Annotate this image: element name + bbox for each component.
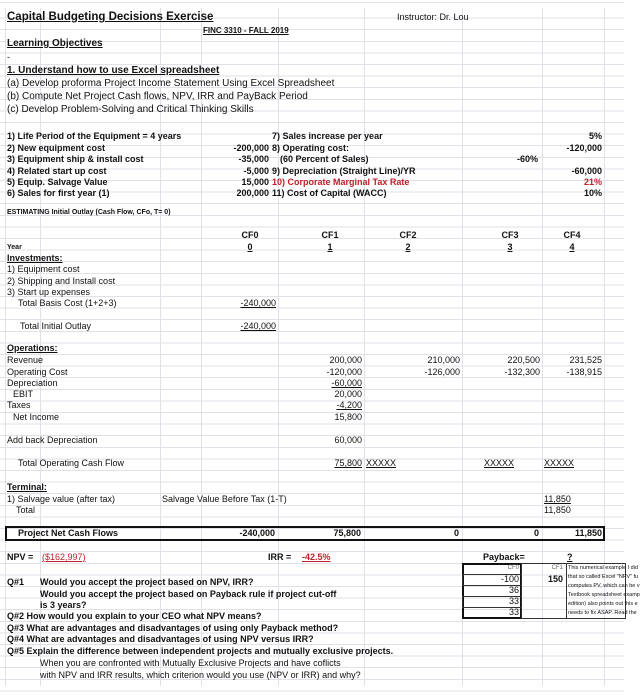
- taxes-value: -4,200: [336, 400, 362, 410]
- param-label: 5) Equip. Salvage Value: [7, 177, 108, 187]
- question: with NPV and IRR results, which criterion would you use (NPV or IRR) and why?: [40, 670, 361, 680]
- net-income-value: 15,800: [334, 412, 362, 422]
- add-back-value: 60,000: [334, 435, 362, 445]
- param-value: -200,000: [233, 143, 269, 153]
- cf-header: CF2: [399, 230, 417, 240]
- gridline: [5, 8, 6, 686]
- add-back-label: Add back Depreciation: [7, 435, 98, 445]
- ncf-value: 0: [533, 528, 539, 538]
- op-cost-value: -132,300: [504, 367, 540, 377]
- cf-header: CF3: [501, 230, 519, 240]
- param-label: 8) Operating cost:: [272, 143, 350, 153]
- op-cost-value: -126,000: [424, 367, 460, 377]
- op-cost-value: -138,915: [566, 367, 602, 377]
- param-value: 10%: [583, 188, 602, 198]
- revenue-value: 200,000: [329, 355, 362, 365]
- question: When you are confronted with Mutually Exclusive Projects and have coflicts: [40, 658, 341, 668]
- mini-cf0-header: CF0: [507, 565, 519, 571]
- terminal-total-label: Total: [16, 505, 36, 515]
- net-income-label: Net Income: [13, 412, 60, 422]
- irr-value: -42.5%: [302, 552, 331, 562]
- investment-item: 3) Start up expenses: [7, 287, 91, 297]
- total-ocf-label: Total Operating Cash Flow: [18, 458, 125, 468]
- year: 0: [247, 242, 253, 252]
- ncf-label: Project Net Cash Flows: [18, 528, 119, 538]
- param-label: 7) Sales increase per year: [272, 131, 383, 141]
- course: FINC 3310 - FALL 2019: [203, 26, 289, 35]
- tax-rate-label: 10) Corporate Marginal Tax Rate: [272, 177, 410, 187]
- payback-label: Payback=: [483, 552, 525, 562]
- revenue-label: Revenue: [7, 355, 44, 365]
- param-label: 3) Equipment ship & install cost: [7, 154, 144, 164]
- year: 4: [569, 242, 575, 252]
- terminal-heading: Terminal:: [7, 482, 47, 492]
- total-ocf-value: 75,800: [334, 458, 362, 468]
- ebit-label: EBIT: [13, 389, 34, 399]
- param-value: -120,000: [566, 143, 602, 153]
- estimating-heading: ESTIMATING Initial Outlay (Cash Flow, CFo, T= 0): [7, 209, 171, 216]
- ncf-value: 75,800: [333, 528, 361, 538]
- investment-item: 2) Shipping and Install cost: [7, 276, 116, 286]
- op-cost-percent: -60%: [516, 154, 538, 164]
- ncf-value: 11,850: [574, 528, 602, 538]
- param-value: -35,000: [238, 154, 269, 164]
- tax-rate-value: 21%: [583, 177, 602, 187]
- irr-label: IRR =: [268, 552, 292, 562]
- param-label: 6) Sales for first year (1): [7, 188, 110, 198]
- year-label: Year: [7, 244, 22, 251]
- question: Q#3 What are advantages and disadvantages of using only Payback method?: [7, 623, 339, 633]
- comment-line: Textbook spreadsheet examp: [568, 592, 640, 598]
- sheet-title: Capital Budgeting Decisions Exercise: [7, 11, 214, 23]
- operations-heading: Operations:: [7, 343, 58, 353]
- objective-c: (c) Develop Problem-Solving and Critical Thinking Skills: [7, 104, 254, 115]
- op-cost-label: Operating Cost: [7, 367, 68, 377]
- npv-label: NPV =: [7, 552, 34, 562]
- question: Would you accept the project based on NPV, IRR?: [40, 577, 254, 587]
- objective-1: 1. Understand how to use Excel spreadsheet: [7, 65, 220, 76]
- gridline: [364, 8, 365, 686]
- terminal-total-value: 11,850: [544, 505, 571, 515]
- question: Q#5 Explain the difference between independent projects and mutually exclusive projects.: [7, 646, 394, 656]
- learning-objectives: Learning Objectives: [7, 38, 103, 49]
- ncf-value: -240,000: [239, 528, 275, 538]
- objective-b: (b) Compute Net Project Cash flows, NPV, IRR and PayBack Period: [7, 91, 308, 102]
- param-value: -60,000: [571, 166, 602, 176]
- q1-label: Q#1: [7, 577, 25, 587]
- revenue-value: 210,000: [427, 355, 460, 365]
- param-value: 15,000: [241, 177, 269, 187]
- taxes-label: Taxes: [7, 400, 31, 410]
- param-label: 4) Related start up cost: [7, 166, 107, 176]
- param-label: 1) Life Period of the Equipment = 4 years: [7, 131, 182, 141]
- salvage-note: Salvage Value Before Tax (1-T): [162, 494, 287, 504]
- ncf-value: 0: [453, 528, 459, 538]
- investments-heading: Investments:: [7, 253, 63, 263]
- mini-cf1-header: CF1: [551, 565, 563, 571]
- depreciation-label: Depreciation: [7, 378, 58, 388]
- npv-value: ($162,997): [42, 552, 86, 562]
- param-value: 200,000: [236, 188, 269, 198]
- total-outlay-label: Total Initial Outlay: [20, 321, 92, 331]
- total-ocf-value: XXXXX: [544, 458, 575, 468]
- param-label: (60 Percent of Sales): [280, 154, 369, 164]
- mini-value: 36: [508, 585, 519, 595]
- comment-line: edition) also points out this e: [568, 601, 638, 607]
- total-outlay-value: -240,000: [240, 321, 276, 331]
- ebit-value: 20,000: [334, 389, 362, 399]
- cf-header: CF1: [321, 230, 339, 240]
- salvage-value: 11,850: [544, 494, 571, 504]
- op-cost-value: -120,000: [326, 367, 362, 377]
- salvage-label: 1) Salvage value (after tax): [7, 494, 116, 504]
- comment-line: computes PV, which can be v: [568, 583, 640, 589]
- year: 1: [327, 242, 333, 252]
- mini-cf1-value: 150: [547, 574, 563, 584]
- cf-header: CF0: [241, 230, 259, 240]
- comment-line: needs to fix ASAP. Read the: [568, 610, 637, 616]
- param-label: 2) New equipment cost: [7, 143, 106, 153]
- comment-line: This numerical example I did: [568, 565, 639, 571]
- total-ocf-value: XXXXX: [484, 458, 515, 468]
- year: 2: [405, 242, 411, 252]
- depreciation-value: -60,000: [331, 378, 362, 388]
- question: Would you accept the project based on Payback rule if project cut-off: [40, 589, 337, 599]
- mini-value: 33: [508, 596, 519, 606]
- mini-value: 33: [508, 607, 519, 617]
- comment-line: that so called Excel "NPV" fu: [568, 574, 639, 580]
- gridline: [278, 8, 279, 686]
- investment-item: 1) Equipment cost: [7, 264, 80, 274]
- payback-value: ?: [567, 552, 573, 562]
- year: 3: [507, 242, 513, 252]
- total-basis-value: -240,000: [240, 298, 276, 308]
- total-ocf-value: XXXXX: [366, 458, 397, 468]
- revenue-value: 220,500: [507, 355, 540, 365]
- revenue-value: 231,525: [569, 355, 602, 365]
- param-label: 9) Depreciation (Straight Line)/YR: [272, 166, 416, 176]
- cf-header: CF4: [563, 230, 581, 240]
- param-value: 5%: [588, 131, 602, 141]
- param-label: 11) Cost of Capital (WACC): [272, 188, 387, 198]
- question: is 3 years?: [40, 600, 87, 610]
- question: Q#2 How would you explain to your CEO what NPV means?: [7, 611, 262, 621]
- total-basis-label: Total Basis Cost (1+2+3): [18, 298, 117, 308]
- param-value: -5,000: [243, 166, 269, 176]
- objective-a: (a) Develop proforma Project Income Statement Using Excel Spreadsheet: [7, 78, 335, 89]
- question: Q#4 What are advantages and disadvantages of using NPV versus IRR?: [7, 634, 314, 644]
- dash: -: [7, 52, 10, 62]
- instructor: Instructor: Dr. Lou: [397, 12, 469, 22]
- mini-value: -100: [500, 574, 519, 584]
